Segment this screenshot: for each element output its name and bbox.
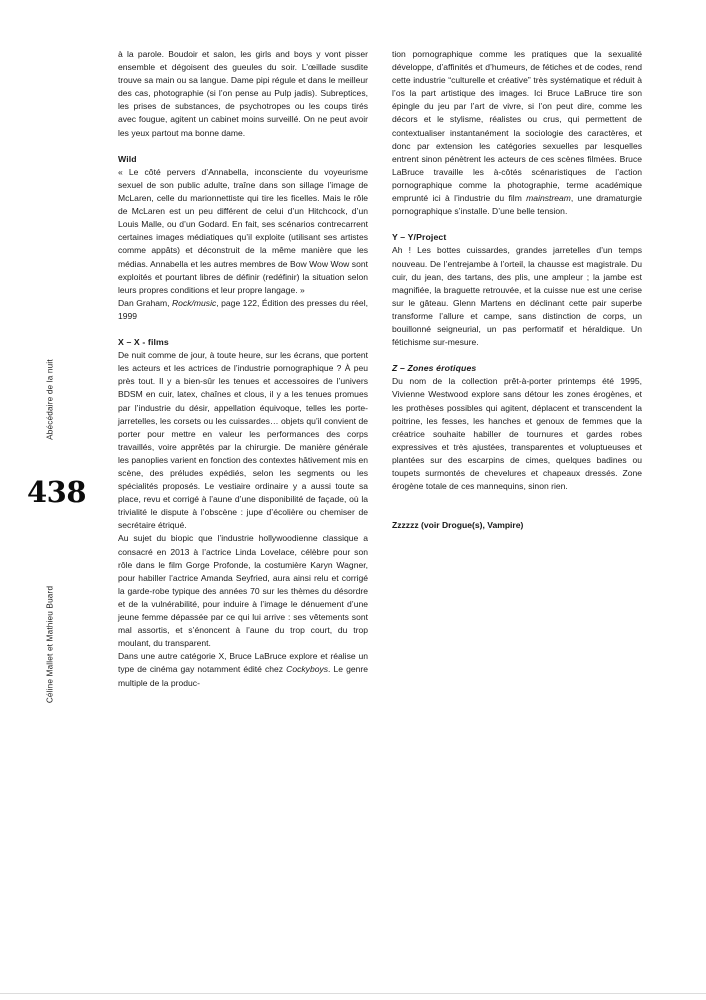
column-left — [118, 48, 368, 948]
text-columns — [118, 48, 643, 948]
continued-right-lead: tion pornographique comme les pratiques que la sexualité développe, d’affinités et d’humeurs, de fétiches et de codes, rend cette industrie “culturelle et créative” très systématique et réduit à l’os la part artistique des images. Ici Bruce LaBruce tire son épingle du jeu par l’art de vivre, si l’on peut dire, comme les décors et le stylisme, réalistes ou crus, qui permettent de contextualiser instantanément la sociologie des caractères, et donc par extension les catégories sexuelles par lesquelles entrent sinon pénètrent les acteurs de ces scènes filmées. Bruce LaBruce travaille les à-côtés scénaristiques de l’action pornographique comme la photographie, terme académique emprunté ici à l’industrie du film — [392, 49, 642, 204]
citation-author: Dan Graham, — [118, 297, 172, 308]
continued-right-italic: mainstream — [526, 193, 571, 204]
x-body-3-lead: Dans une autre catégorie X, Bruce LaBruce explore et réalise un type de cinéma gay notamment édité chez — [118, 651, 368, 675]
citation-details: , page 122, Édition des presses du réel, 1999 — [118, 297, 368, 321]
paragraph-x-body-2: Au sujet du biopic que l’industrie hollywoodienne classique a consacré en 2013 à l’actrice Linda Lovelace, célèbre pour son rôle dans le film Gorge Profonde, la costumière Karyn Wagner, pour habiller l’actrice Amanda Seyfried, aura ainsi relu et corrigé la garde-robe typique des années 70 sur les thèmes du désordre et de la vulnérabilité, pour induire à l’image le dénuement d’une jeune femme dépassée par ce qui lui arrive : ses vêtements sont mal assortis, et s’énoncent à l’aune du trop court, du trop moulant, du transparent. — [118, 533, 368, 649]
x-body-3-tail: . Le genre multiple de la produc- — [118, 664, 369, 688]
running-head: Abécédaire de la nuit — [45, 359, 55, 440]
citation-title: Rock/music — [172, 297, 217, 308]
continued-right-tail: , une dramaturgie pornographique s’installe. D’une belle tension. — [392, 193, 642, 217]
column-right — [392, 48, 642, 948]
cross-reference-zzzzzz: Zzzzzz (voir Drogue(s), Vampire) — [392, 520, 524, 531]
section-heading-x-films: X – X - films — [118, 337, 169, 348]
x-body-3-title: Cockyboys — [286, 664, 329, 675]
paragraph-wild-citation — [118, 297, 368, 323]
paragraph-y-body: Ah ! Les bottes cuissardes, grandes jarretelles d’un temps nouveau. De l’entrejambe à l’orteil, la chausse est magistrale. Du cuir, du jean, des tartans, des plis, une ampleur ; la jambe est magnifiée, la braguette retrouvée, et la cuisse nue est une cerise sur le gâteau. Glenn Martens en déclinant cette pair superbe transforme l’allure et campe, sans distinction de corps, un bouillonné seigneurial, un pas performatif et héraldique. Un fétichisme sur-mesure. — [392, 245, 642, 348]
page-bottom-rule — [0, 993, 706, 994]
paragraph-continued-right — [392, 48, 642, 218]
authors-credit: Céline Mallet et Mathieu Buard — [45, 585, 55, 704]
page-margin — [0, 0, 100, 1000]
paragraph-wild-body: « Le côté pervers d’Annabella, inconsciente du voyeurisme sexuel de son public adulte, traîne dans son sillage l’image de McLaren, celle du marionnettiste qui tire les ficelles. Mais le rôle de McLaren est un peu différent de celui d’un Hitchcock, d’un Louis Malle, ou d’un Godard. En fait, ses scénarios contrecarrent certaines images médiatiques qu’il exploite (utilisant ses artistes comme appâts) et déconstruit de la même manière que les médias. Annabella et les autres membres de Bow Wow Wow sont exploités et pourtant libres de définir (redéfinir) la situation selon leurs propres conditions et leur propre langage. » — [118, 166, 368, 295]
paragraph-continued-left: à la parole. Boudoir et salon, les girls and boys y vont pisser ensemble et dégoisent des gueules du soir. L’œillade susdite trouve sa main ou sa langue. Dame pipi régule et dans le meilleur des cas, photographie (si l’on pense au Pulp jadis). Subreptices, les prises de substances, de psychotropes ou les coups tirés avec fougue, agitent un cabinet moins surveillé. On ne peut avoir les yeux partout ma bonne dame. — [118, 49, 368, 138]
section-heading-y-project: Y – Y/Project — [392, 232, 447, 243]
page-number: 438 — [27, 475, 87, 509]
paragraph-x-body-1: De nuit comme de jour, à toute heure, sur les écrans, que portent les acteurs et les actrices de l’industrie pornographique ? À peu près tout. Il y a bien-sûr les tenues et accessoires de l’univers BDSM en cuir, latex, chaînes et clous, il y a les tenues promues par l’industrie du désir, appellation équivoque, telles les porte-jarretelles, les corsets ou les cuissardes… objets qu’il convient de porter pour mettre en valeur les performances des corps travaillés, voire apprêtés par la chirurgie. De manière générale les panoplies varient en fonction des contextes hâtivement mis en scène, des préludes expédiés, selon les segments ou les spécialités proposés. Le vestiaire ordinaire y a aussi toute sa place, revu et corrigé à l’aune d’une disponibilité de façade, où la trivialité le dispute à l’obscène : jupe d’écolière ou chemiser de secrétaire étriqué. — [118, 350, 368, 531]
section-heading-zones-erotiques: Z – Zones érotiques — [392, 363, 477, 374]
section-heading-wild: Wild — [118, 153, 137, 164]
paragraph-x-body-3 — [118, 650, 368, 689]
paragraph-z-body: Du nom de la collection prêt-à-porter printemps été 1995, Vivienne Westwood explore sans détour les zones érogènes, et les prothèses possibles qui agitent, déplacent et transcendent la poitrine, les fesses, les hanches et genoux de femmes que la créatrice souhaite habiller de tournures et gardes robes expressives et très ajustées, transparentes et voluptueuses et plantées sur des escarpins de cimes, quelques badines ou toupets surmontés de chevelures et chapeaux dressés. Zone érogène totale de ces mannequins, sinon rien. — [392, 376, 642, 492]
